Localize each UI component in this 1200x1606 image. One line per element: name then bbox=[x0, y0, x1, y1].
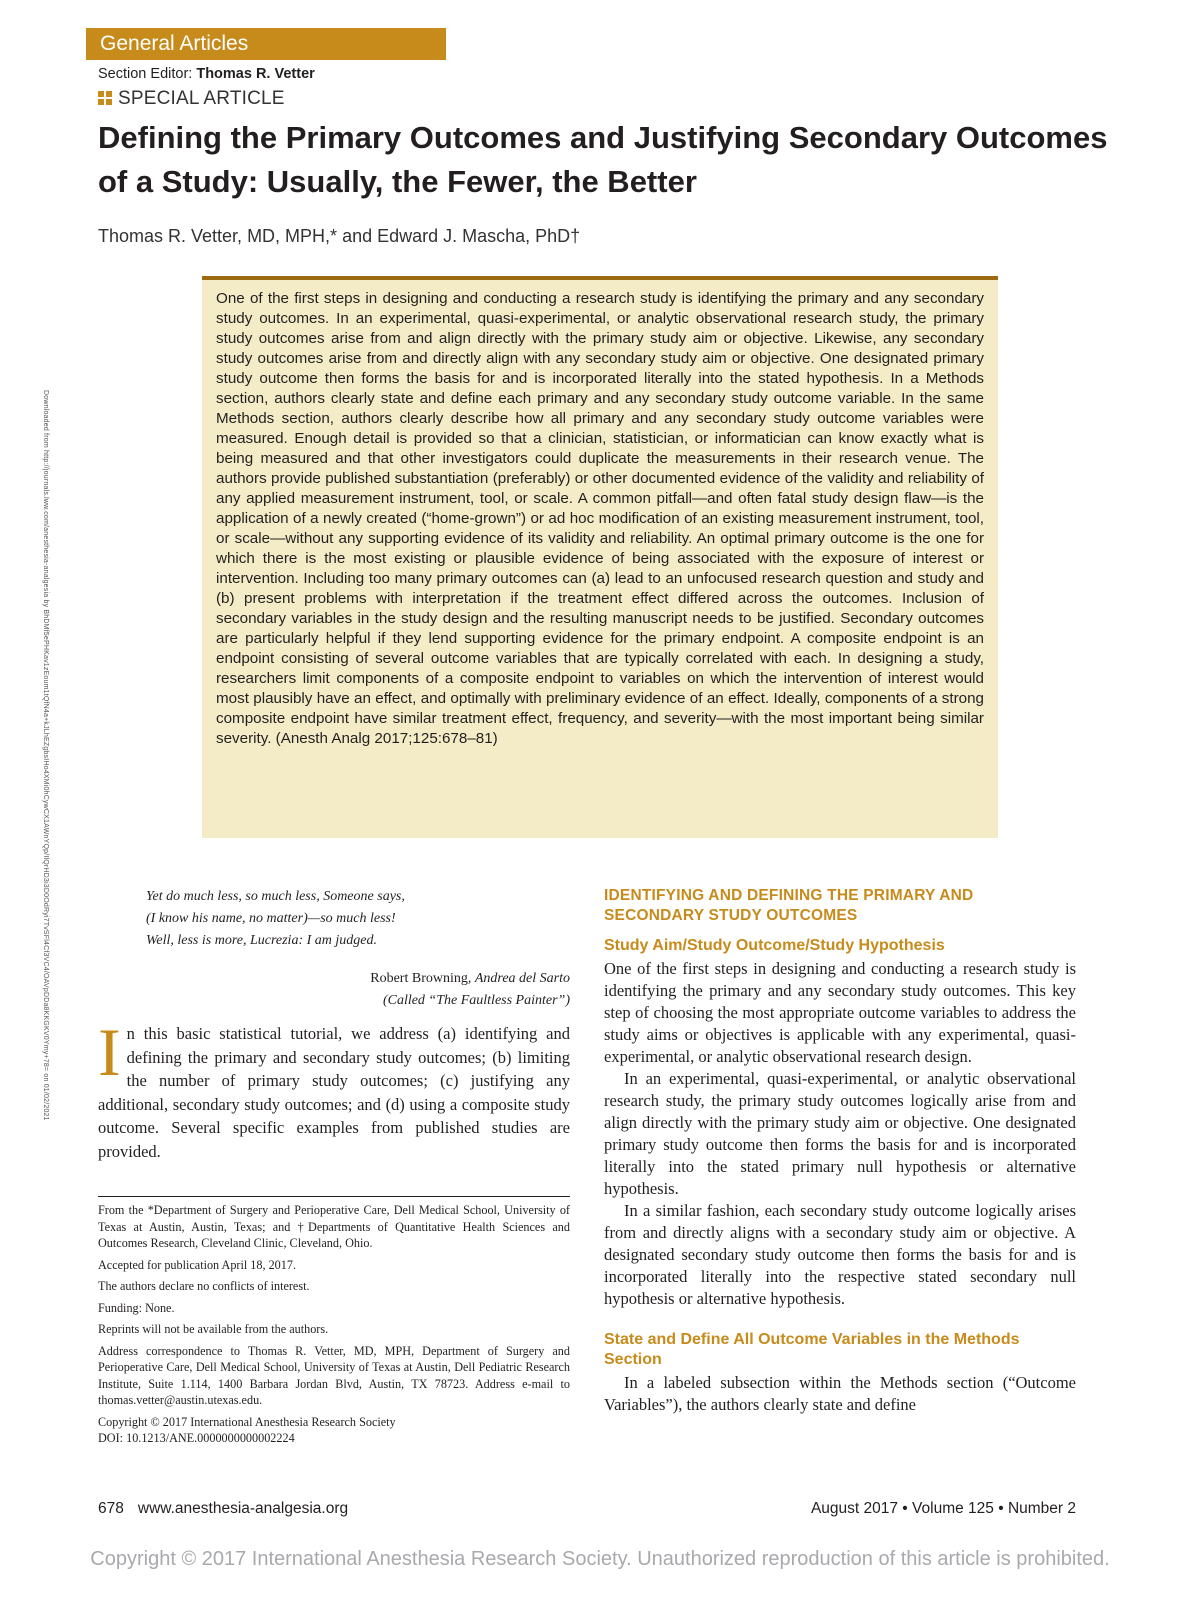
page-number: 678 bbox=[98, 1500, 124, 1517]
abstract-box: One of the first steps in designing and conducting a research study is identifying the primary and any secondary study outcomes. In an experimental, quasi-experimental, or analytic observational research study, the primary study outcomes arise from and align directly with the primary study aim or objective. Likewise, any secondary study outcomes arise from and directly align with any secondary study aim or objective. One designated primary study outcome then forms the basis for and is incorporated literally into the stated hypothesis. In a Methods section, authors clearly state and define each primary and any secondary study outcome variable. In the same Methods section, authors clearly describe how all primary and any secondary study outcome variables were measured. Enough detail is provided so that a clinician, statistician, or informatician can know exactly what is being measured and that other investigators could duplicate the measurements in their research venue. The authors provide published substantiation (preferably) or other documented evidence of the validity and reliability of any applied measurement instrument, tool, or scale. A common pitfall—and often fatal study design flaw—is the application of a newly created (“home-grown”) or ad hoc modification of an existing measurement instrument, tool, or scale—without any supporting evidence of its validity and reliability. An optimal primary outcome is the one for which there is the most existing or plausible evidence of being associated with the exposure of interest or intervention. Including too many primary outcomes can (a) lead to an unfocused research question and study and (b) present problems with interpretation if the treatment effect differed across the outcomes. Inclusion of secondary variables in the study design and the resulting manuscript needs to be justified. Secondary outcomes are particularly helpful if they lend supporting evidence for the primary endpoint. A composite endpoint is an endpoint consisting of several outcome variables that are typically correlated with each. In designing a study, researchers limit components of a composite endpoint to variables on which the intervention of interest would most plausibly have an effect, and optimally with preliminary evidence of an effect. Ideally, components of a strong composite endpoint have similar treatment effect, frequency, and severity—with the most important being similar severity. (Anesth Analg 2017;125:678–81) bbox=[202, 280, 998, 838]
footnote-copyright-line: Copyright © 2017 International Anesthesia Research Society bbox=[98, 1414, 396, 1429]
epigraph-attribution bbox=[146, 968, 570, 1012]
footnotes bbox=[98, 1202, 570, 1447]
footnote-doi: DOI: 10.1213/ANE.0000000000002224 bbox=[98, 1431, 295, 1445]
epigraph-author: Robert Browning, bbox=[370, 971, 472, 986]
section-editor-name: Thomas R. Vetter bbox=[196, 66, 315, 82]
article-type bbox=[98, 88, 285, 110]
right-column bbox=[604, 886, 1076, 1416]
issue-info: August 2017 • Volume 125 • Number 2 bbox=[810, 1500, 1076, 1517]
footnote-copyright bbox=[98, 1414, 570, 1447]
section-editor bbox=[98, 66, 315, 82]
body-paragraph: In a labeled subsection within the Methods section (“Outcome Variables”), the authors clearly state and define bbox=[604, 1373, 1076, 1414]
article-type-label: SPECIAL ARTICLE bbox=[118, 88, 285, 109]
download-side-text bbox=[37, 390, 49, 1190]
intro-paragraph bbox=[98, 1014, 570, 1163]
epigraph-line: Well, less is more, Lucrezia: I am judged. bbox=[146, 933, 377, 948]
body-paragraph: In an experimental, quasi-experimental, or analytic observational research study, the primary study outcomes logically arise from and align directly with the primary study aim or objective. One designated primary study outcome then forms the basis for and is incorporated literally into the stated primary null hypothesis or alternative hypothesis. bbox=[604, 1069, 1076, 1198]
footer-left bbox=[98, 1500, 348, 1518]
footnote-affiliations: From the *Department of Surgery and Perioperative Care, Dell Medical School, University of Texas at Austin, Austin, Texas; and †Departments of Quantitative Health Sciences and Outcomes Research, Cleveland Clinic, Cleveland, Ohio. bbox=[98, 1203, 570, 1250]
download-side-text-content: Downloaded from http://journals.lww.com/anesthesia-analgesia by BhDMf5ePHKav1zEoum1tQfN4a+kJLhEZgbsIHo4XMi0hCywCX1AWnYQp/IlQrHD3i3D0OdRyi7TvSFl4Cf3VC4/OAVpDDa8KKGKV0Ymy+78= on 01/02/2021 bbox=[42, 390, 49, 1121]
epigraph-line: Yet do much less, so much less, Someone says, bbox=[146, 889, 405, 904]
footnote-correspondence: Address correspondence to Thomas R. Vetter, MD, MPH, Department of Surgery and Perioperative Care, Dell Medical School, University of Texas at Austin, Dell Pediatric Research Institute, Suite 1.114, 1400 Barbara Jordan Blvd, Austin, TX 78723. Address e-mail to thomas.vetter@austin.utexas.edu. bbox=[98, 1343, 570, 1407]
drop-cap: I bbox=[98, 1014, 121, 1090]
footnote-accepted: Accepted for publication April 18, 2017. bbox=[98, 1257, 296, 1272]
epigraph-line: (I know his name, no matter)—so much less! bbox=[146, 911, 396, 926]
footnote-conflicts: The authors declare no conflicts of interest. bbox=[98, 1279, 310, 1293]
section-editor-label: Section Editor: bbox=[98, 66, 193, 82]
body-paragraph: One of the first steps in designing and conducting a research study is identifying the primary and any secondary study outcomes. This key step of choosing the most appropriate outcome variables to address the study aims or objectives is applicable with any experimental, quasi-experimental, or analytic observational research design. bbox=[604, 959, 1076, 1066]
subheading-study-aim: Study Aim/Study Outcome/Study Hypothesis bbox=[604, 937, 945, 954]
section-banner: General Articles bbox=[86, 28, 446, 60]
intro-text: n this basic statistical tutorial, we address (a) identifying and defining the primary and secondary study outcomes; (b) limiting the number of primary study outcomes; (c) justifying any additional, secondary study outcomes; and (d) using a composite study outcome. Several specific examples from published studies are provided. bbox=[98, 1024, 570, 1161]
article-title: Defining the Primary Outcomes and Justifying Secondary Outcomes of a Study: Usually, the Fewer, the Better bbox=[98, 120, 1108, 199]
body-paragraph: In a similar fashion, each secondary study outcome logically arises from and directly aligns with a secondary study aim or objective. A designated secondary study outcome then forms the basis for and is incorporated literally into the respective stated secondary null hypothesis or alternative hypothesis. bbox=[604, 1201, 1076, 1308]
footnote-reprints: Reprints will not be available from the authors. bbox=[98, 1322, 329, 1336]
epigraph-subtitle: (Called “The Faultless Painter”) bbox=[382, 993, 570, 1008]
section-heading: IDENTIFYING AND DEFINING THE PRIMARY AND SECONDARY STUDY OUTCOMES bbox=[604, 887, 974, 924]
journal-url[interactable]: www.anesthesia-analgesia.org bbox=[137, 1500, 349, 1517]
subheading-outcome-variables: State and Define All Outcome Variables in the Methods Section bbox=[604, 1331, 1020, 1368]
epigraph bbox=[146, 886, 586, 952]
footnote-rule bbox=[98, 1196, 570, 1197]
grid-square-icon bbox=[98, 91, 112, 105]
article-authors: Thomas R. Vetter, MD, MPH,* and Edward J. Mascha, PhD† bbox=[98, 226, 581, 246]
epigraph-work: Andrea del Sarto bbox=[474, 971, 570, 986]
footnote-funding: Funding: None. bbox=[98, 1300, 175, 1315]
copyright-notice: Copyright © 2017 International Anesthesia Research Society. Unauthorized reproduction of this article is prohibited. bbox=[90, 1548, 1110, 1570]
